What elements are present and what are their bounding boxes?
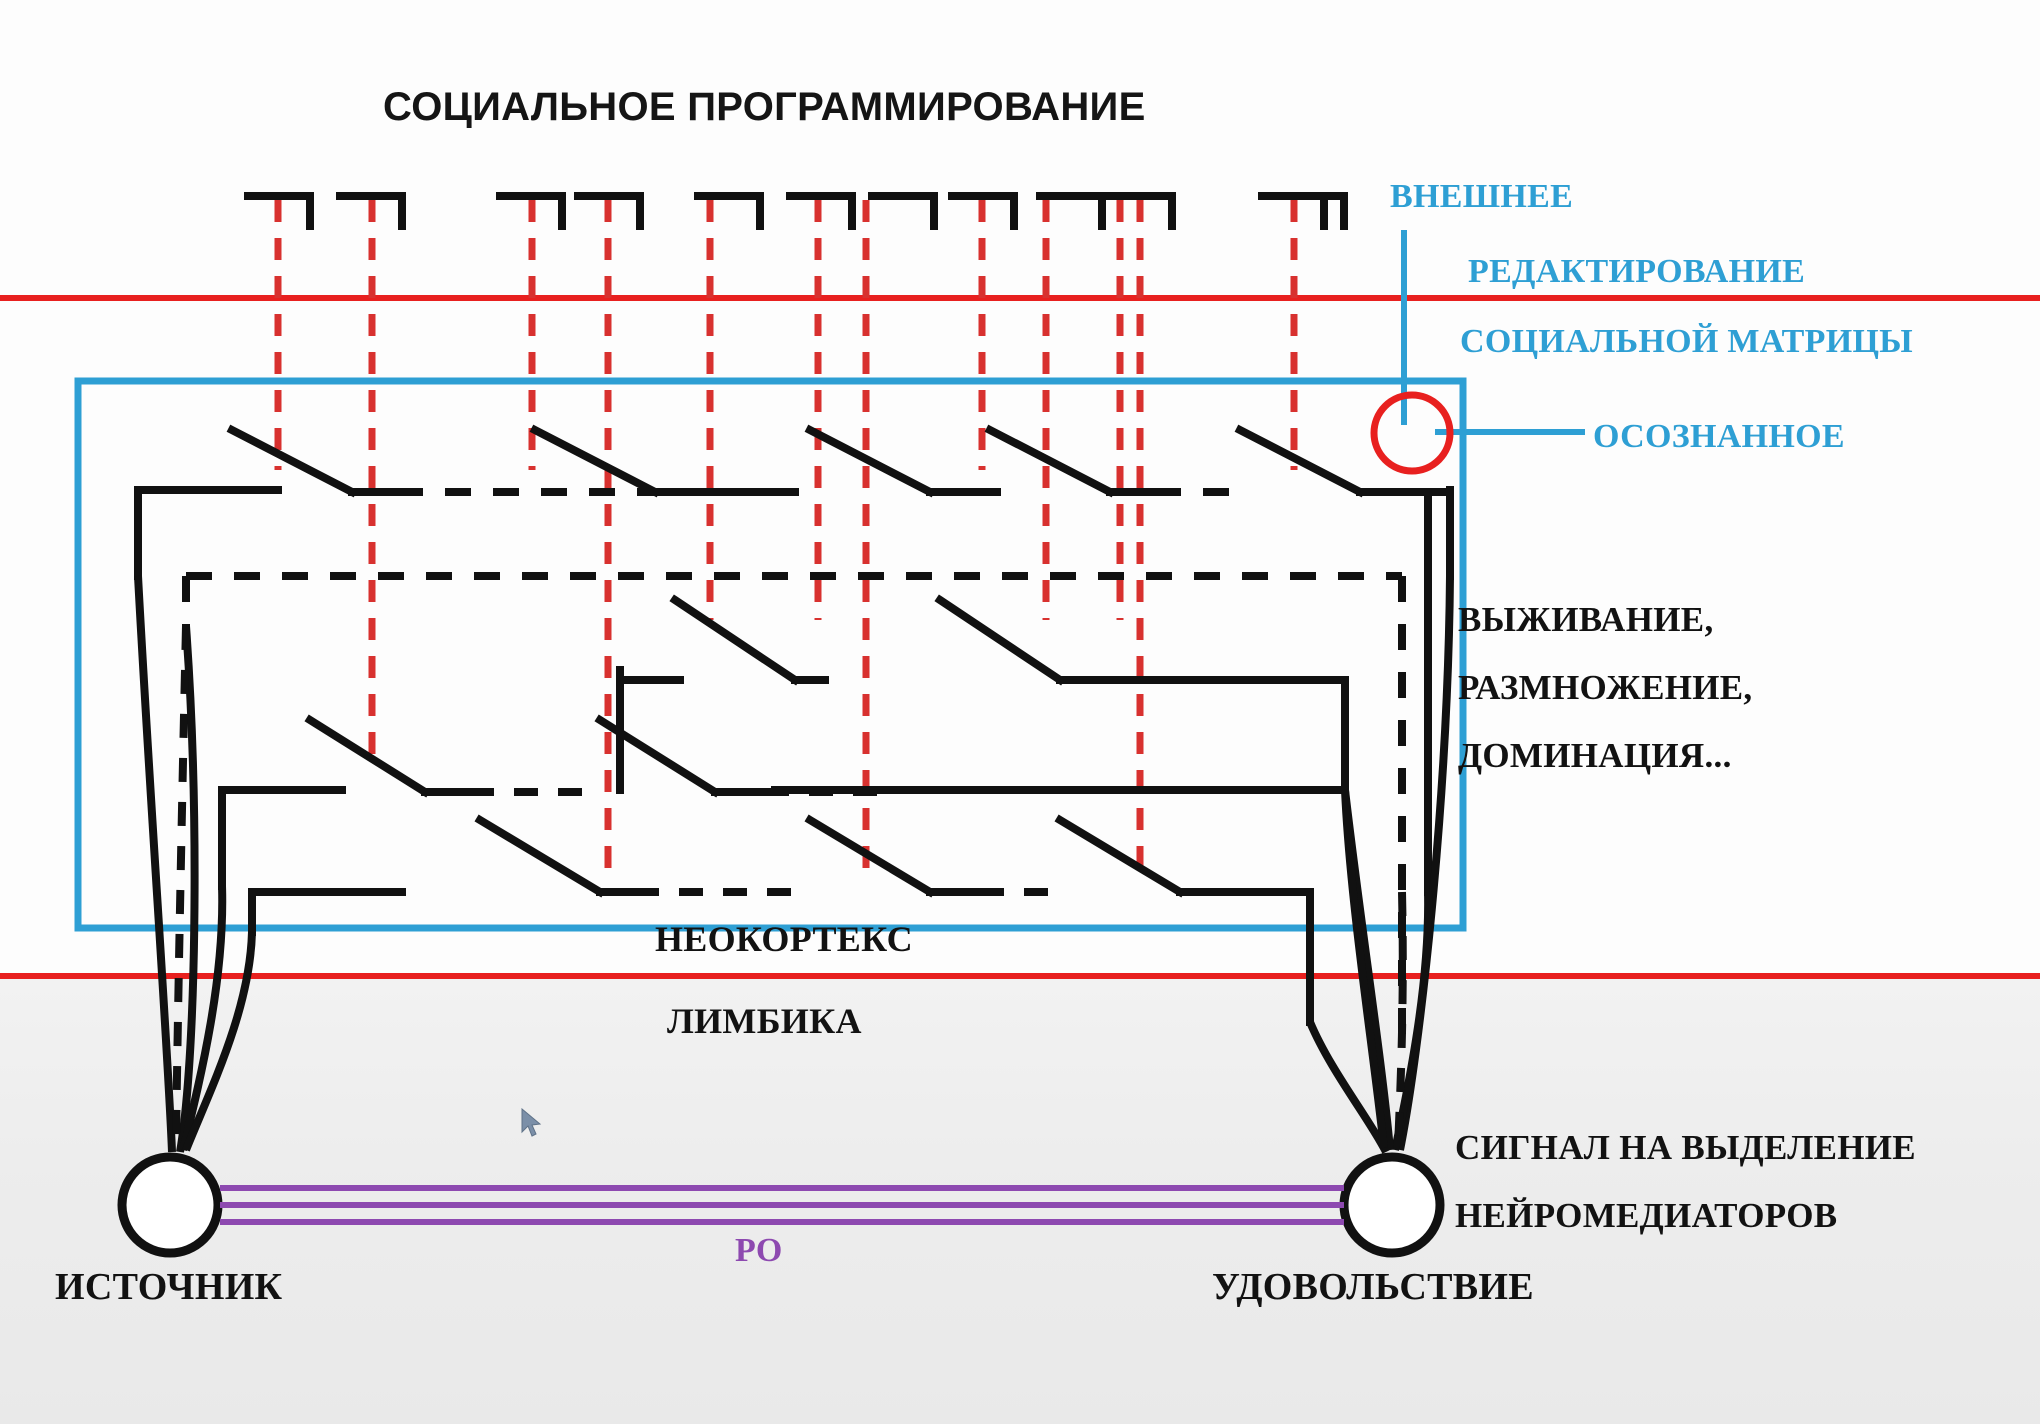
label-conscious: ОСОЗНАННОЕ (1593, 418, 1845, 455)
mouse-pointer-icon (520, 1108, 542, 1138)
switch-network-row3 (222, 720, 1345, 886)
blue-region-box (78, 381, 1463, 928)
page-title: СОЦИАЛЬНОЕ ПРОГРАММИРОВАНИЕ (383, 85, 1146, 129)
bus-risers (138, 490, 1450, 892)
label-external: ВНЕШНЕЕ (1390, 178, 1574, 215)
label-limbic: ЛИМБИКА (667, 1001, 862, 1041)
label-po: РО (735, 1232, 783, 1269)
label-survival-line1: ВЫЖИВАНИЕ, (1458, 600, 1714, 639)
po-connection-lines (220, 1188, 1344, 1222)
label-survival-line2: РАЗМНОЖЕНИЕ, (1458, 668, 1753, 707)
switch-network-row2 (620, 600, 1345, 790)
label-social-matrix: СОЦИАЛЬНОЙ МАТРИЦЫ (1460, 323, 1913, 360)
left-node-leads (138, 576, 252, 1152)
label-neocortex: НЕОКОРТЕКС (655, 919, 913, 959)
label-editing: РЕДАКТИРОВАНИЕ (1468, 253, 1806, 290)
label-signal-line1: СИГНАЛ НА ВЫДЕЛЕНИЕ (1455, 1128, 1916, 1167)
label-source: ИСТОЧНИК (55, 1266, 283, 1308)
label-survival-line3: ДОМИНАЦИЯ... (1458, 736, 1732, 775)
left-node-dashed-lead (176, 626, 186, 1140)
label-pleasure: УДОВОЛЬСТВИЕ (1212, 1266, 1534, 1308)
pleasure-node-circle-icon (1344, 1157, 1440, 1253)
label-signal-line2: НЕЙРОМЕДИАТОРОВ (1455, 1196, 1838, 1235)
source-node-circle-icon (122, 1157, 218, 1253)
switch-network-row1 (138, 430, 1450, 492)
top-bracket-group (248, 196, 1344, 226)
